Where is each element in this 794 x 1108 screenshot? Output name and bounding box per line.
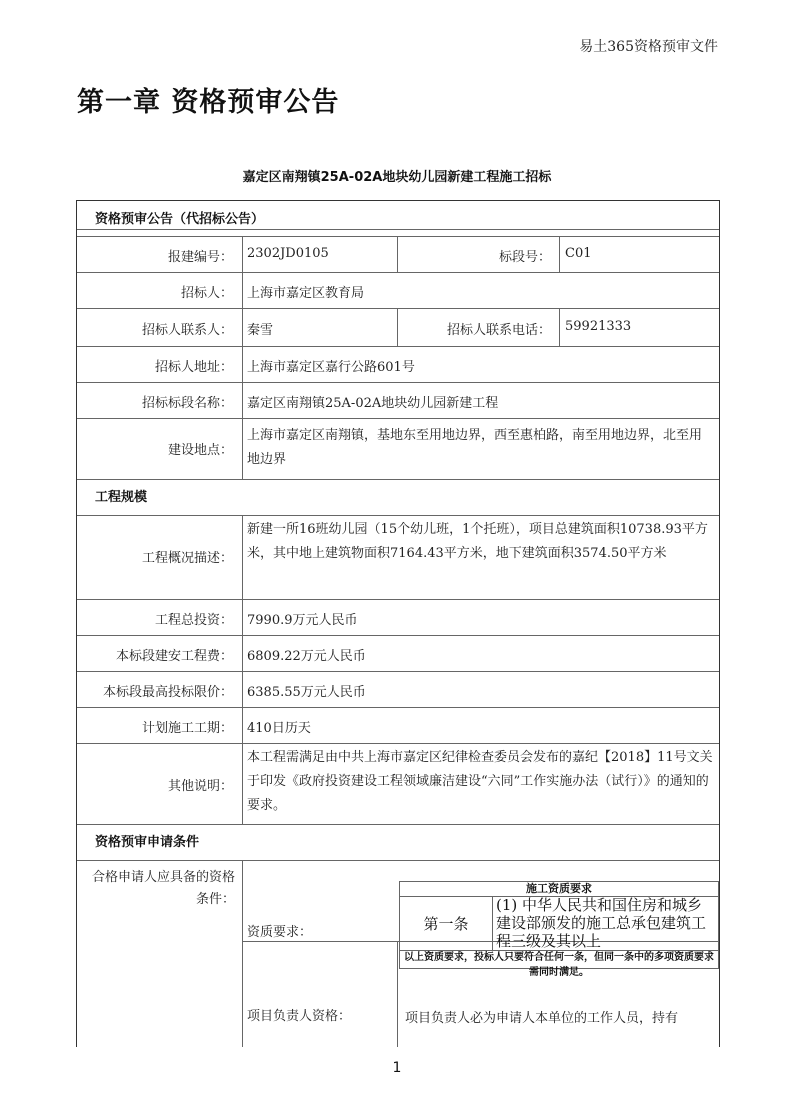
section-conditions-heading: 资格预审申请条件 (95, 835, 200, 850)
qualified-applicant-label: 合格申请人应具备的资格条件： (91, 870, 235, 907)
duration-value: 410日历天 (247, 721, 311, 736)
site-value: 上海市嘉定区南翔镇，基地东至用地边界，西至惠柏路，南至用地边界，北至用地边界 (247, 428, 703, 467)
lot-no-value: C01 (565, 246, 592, 261)
reg-no-value: 2302JD0105 (247, 246, 329, 261)
reg-no-label: 报建编号： (167, 250, 233, 265)
duration-label: 计划施工工期： (141, 721, 233, 736)
contact-value: 秦雪 (247, 323, 274, 338)
install-cost-label: 本标段建安工程费： (115, 649, 233, 664)
overview-value: 新建一所16班幼儿园（15个幼儿班，1个托班），项目总建筑面积10738.93平方米，其中地上建筑物面积7164.43平方米，地下建筑面积3574.50平方米 (247, 522, 708, 561)
lot-name-value: 嘉定区南翔镇25A-02A地块幼儿园新建工程 (247, 396, 499, 411)
other-value: 本工程需满足由中共上海市嘉定区纪律检查委员会发布的嘉纪【2018】11号文关于印发《政府投资建设工程领域廉洁建设“六同”工作实施办法（试行）》的通知的要求。 (247, 750, 713, 813)
nested-header: 施工资质要求 (526, 882, 592, 895)
pm-value: 项目负责人必为申请人本单位的工作人员，持有 (405, 1011, 679, 1026)
project-title: 嘉定区南翔镇25A-02A地块幼儿园新建工程施工招标 (242, 170, 552, 185)
overview-label: 工程概况描述： (141, 551, 233, 566)
chapter-title: 第一章 资格预审公告 (77, 87, 340, 118)
qualification-nested-table (399, 881, 719, 978)
notice-table (76, 200, 720, 1047)
lot-name-label: 招标标段名称： (141, 396, 233, 411)
tenderer-value: 上海市嘉定区教育局 (247, 286, 365, 301)
lot-no-label: 标段号： (498, 250, 551, 265)
section-scale-heading: 工程规模 (95, 490, 148, 505)
address-value: 上海市嘉定区嘉行公路601号 (247, 360, 415, 375)
clause-number: 第一条 (423, 915, 469, 933)
clause-text: (1) 中华人民共和国住房和城乡建设部颁发的施工总承包建筑工程三级及其以上 (496, 896, 707, 950)
max-bid-value: 6385.55万元人民币 (247, 685, 366, 700)
other-label: 其他说明： (167, 779, 233, 794)
pm-label: 项目负责人资格： (247, 1009, 352, 1024)
document-header-label: 易土365资格预审文件 (579, 39, 718, 55)
qualification-label: 资质要求： (247, 925, 313, 940)
phone-label: 招标人联系电话： (446, 323, 551, 338)
investment-value: 7990.9万元人民币 (247, 613, 358, 628)
install-cost-value: 6809.22万元人民币 (247, 649, 366, 664)
phone-value: 59921333 (565, 319, 632, 334)
contact-label: 招标人联系人： (141, 323, 233, 338)
investment-label: 工程总投资： (154, 613, 233, 628)
tenderer-label: 招标人： (180, 286, 233, 301)
site-label: 建设地点： (167, 443, 233, 458)
section-notice-heading: 资格预审公告（代招标公告） (95, 212, 265, 227)
max-bid-label: 本标段最高投标限价： (102, 685, 233, 700)
nested-note: 以上资质要求，投标人只要符合任何一条，但同一条中的多项资质要求需同时满足。 (404, 952, 714, 978)
address-label: 招标人地址： (154, 360, 233, 375)
page-number: 1 (392, 1060, 402, 1076)
